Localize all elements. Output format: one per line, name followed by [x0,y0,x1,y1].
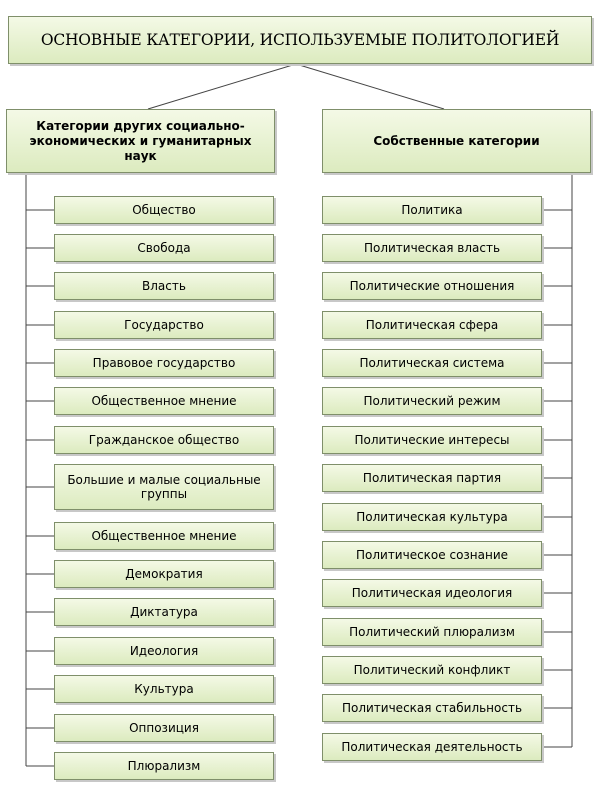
right-item: Политическая сфера [322,311,542,339]
right-item: Политические отношения [322,272,542,300]
right-item: Политическая стабильность [322,694,542,722]
right-item: Политические интересы [322,426,542,454]
left-item: Общественное мнение [54,387,274,415]
right-item: Политическая идеология [322,579,542,607]
right-item: Политическая культура [322,503,542,531]
left-item: Большие и малые социальные группы [54,464,274,510]
right-item: Политическая система [322,349,542,377]
left-item: Государство [54,311,274,339]
right-item: Политическая партия [322,464,542,492]
right-item: Политическое сознание [322,541,542,569]
left-item: Общественное мнение [54,522,274,550]
right-category-heading: Собственные категории [322,109,591,173]
left-category-heading: Категории других социально-экономических и гуманитарных наук [6,109,275,173]
right-item: Политическая деятельность [322,733,542,761]
left-item: Свобода [54,234,274,262]
right-item: Политический конфликт [322,656,542,684]
left-item: Демократия [54,560,274,588]
left-item: Власть [54,272,274,300]
left-item: Правовое государство [54,349,274,377]
left-item: Идеология [54,637,274,665]
left-item: Оппозиция [54,714,274,742]
right-item: Политический режим [322,387,542,415]
left-item: Культура [54,675,274,703]
diagram-title: ОСНОВНЫЕ КАТЕГОРИИ, ИСПОЛЬЗУЕМЫЕ ПОЛИТОЛОГИЕЙ [8,16,592,64]
left-item: Гражданское общество [54,426,274,454]
right-item: Политика [322,196,542,224]
left-item: Общество [54,196,274,224]
right-item: Политический плюрализм [322,618,542,646]
right-item: Политическая власть [322,234,542,262]
left-item: Диктатура [54,598,274,626]
left-item: Плюрализм [54,752,274,780]
